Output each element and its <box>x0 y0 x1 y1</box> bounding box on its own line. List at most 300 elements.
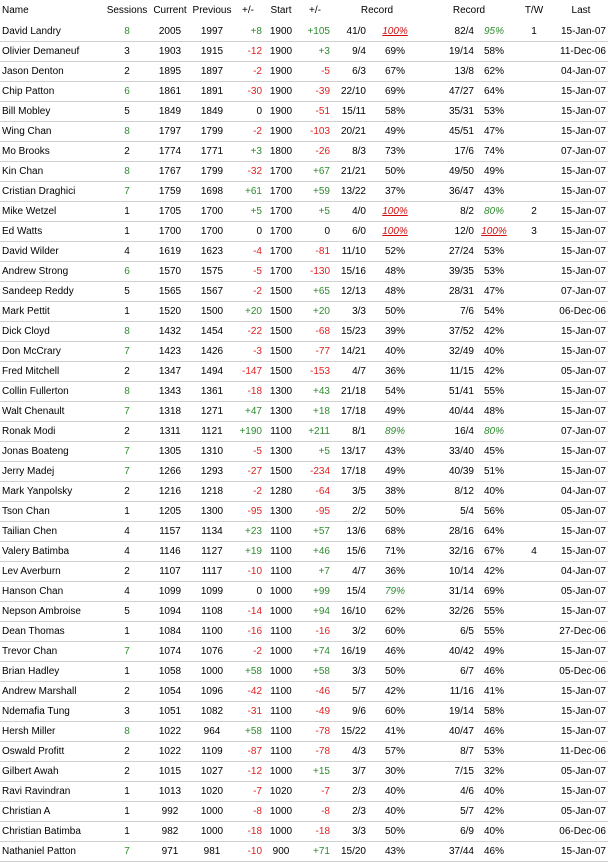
record-recent-pct: 38% <box>366 482 424 502</box>
record-recent-pct: 50% <box>366 662 424 682</box>
player-name: Wing Chan <box>0 122 104 142</box>
record-recent: 17/18 <box>330 462 366 482</box>
player-name: Ronak Modi <box>0 422 104 442</box>
start-rating: 1500 <box>262 462 300 482</box>
sessions-cell: 1 <box>104 202 150 222</box>
rating-change: +19 <box>234 542 262 562</box>
player-name: Christian A <box>0 802 104 822</box>
record-overall: 32/16 <box>424 542 474 562</box>
start-change: -18 <box>300 822 330 842</box>
record-overall: 33/40 <box>424 442 474 462</box>
start-change: -81 <box>300 242 330 262</box>
last-played: 15-Jan-07 <box>554 722 608 742</box>
previous-rating: 1082 <box>190 702 234 722</box>
record-recent-pct: 43% <box>366 842 424 862</box>
tournament-wins <box>514 142 554 162</box>
sessions-cell: 4 <box>104 542 150 562</box>
player-name: Ed Watts <box>0 222 104 242</box>
record-recent-pct: 41% <box>366 722 424 742</box>
sessions-cell: 1 <box>104 822 150 842</box>
sessions-cell: 8 <box>104 162 150 182</box>
record-overall-pct: 58% <box>474 702 514 722</box>
header-start[interactable]: Start <box>270 5 292 16</box>
current-rating: 1146 <box>150 542 190 562</box>
rating-change: -18 <box>234 382 262 402</box>
record-overall: 51/41 <box>424 382 474 402</box>
record-recent-pct: 40% <box>366 782 424 802</box>
start-rating: 1800 <box>262 142 300 162</box>
record-recent-pct: 40% <box>366 802 424 822</box>
current-rating: 1895 <box>150 62 190 82</box>
record-recent: 12/13 <box>330 282 366 302</box>
tournament-wins <box>514 822 554 842</box>
rating-change: -12 <box>234 762 262 782</box>
tournament-wins <box>514 382 554 402</box>
last-played: 05-Jan-07 <box>554 802 608 822</box>
player-name: Kin Chan <box>0 162 104 182</box>
record-recent-pct: 42% <box>366 682 424 702</box>
header-start-delta[interactable]: +/- <box>309 5 321 16</box>
record-overall: 8/12 <box>424 482 474 502</box>
record-overall-pct: 95% <box>474 22 514 42</box>
last-played: 15-Jan-07 <box>554 322 608 342</box>
record-recent: 13/6 <box>330 522 366 542</box>
last-played: 15-Jan-07 <box>554 402 608 422</box>
previous-rating: 1700 <box>190 202 234 222</box>
record-recent-pct: 50% <box>366 162 424 182</box>
record-overall-pct: 42% <box>474 322 514 342</box>
tournament-wins <box>514 662 554 682</box>
previous-rating: 1698 <box>190 182 234 202</box>
start-rating: 1300 <box>262 502 300 522</box>
player-name: Tson Chan <box>0 502 104 522</box>
rating-change: +5 <box>234 202 262 222</box>
record-overall: 8/2 <box>424 202 474 222</box>
rating-change: +20 <box>234 302 262 322</box>
player-name: Walt Chenault <box>0 402 104 422</box>
sessions-cell: 4 <box>104 522 150 542</box>
player-name: Mo Brooks <box>0 142 104 162</box>
record-overall-pct: 46% <box>474 842 514 862</box>
current-rating: 1084 <box>150 622 190 642</box>
record-recent-pct: 57% <box>366 742 424 762</box>
table-row <box>0 422 608 442</box>
record-overall: 5/7 <box>424 802 474 822</box>
sessions-cell: 7 <box>104 342 150 362</box>
start-rating: 1700 <box>262 242 300 262</box>
player-name: Trevor Chan <box>0 642 104 662</box>
sessions-cell: 2 <box>104 482 150 502</box>
player-name: David Wilder <box>0 242 104 262</box>
table-row <box>0 642 608 662</box>
tournament-wins: 2 <box>514 202 554 222</box>
record-overall-pct: 53% <box>474 102 514 122</box>
player-name: Fred Mitchell <box>0 362 104 382</box>
start-change: +211 <box>300 422 330 442</box>
header-record[interactable]: Record <box>360 5 394 16</box>
current-rating: 1861 <box>150 82 190 102</box>
previous-rating: 1121 <box>190 422 234 442</box>
tournament-wins <box>514 582 554 602</box>
player-name: Chip Patton <box>0 82 104 102</box>
previous-rating: 1109 <box>190 742 234 762</box>
header-last[interactable]: Last <box>571 5 591 16</box>
table-row <box>0 62 608 82</box>
last-played: 15-Jan-07 <box>554 342 608 362</box>
start-rating: 1000 <box>262 802 300 822</box>
record-overall: 5/4 <box>424 502 474 522</box>
header-name[interactable]: Name <box>2 5 29 16</box>
previous-rating: 1623 <box>190 242 234 262</box>
start-change: -64 <box>300 482 330 502</box>
previous-rating: 1127 <box>190 542 234 562</box>
previous-rating: 1000 <box>190 822 234 842</box>
start-rating: 1000 <box>262 822 300 842</box>
rating-change: +58 <box>234 722 262 742</box>
last-played: 15-Jan-07 <box>554 642 608 662</box>
start-rating: 1000 <box>262 762 300 782</box>
sessions-cell: 4 <box>104 582 150 602</box>
sessions-cell: 1 <box>104 502 150 522</box>
record-overall-pct: 74% <box>474 142 514 162</box>
record-recent: 15/11 <box>330 102 366 122</box>
start-change: +20 <box>300 302 330 322</box>
record-recent-pct: 37% <box>366 182 424 202</box>
tournament-wins <box>514 42 554 62</box>
rating-change: 0 <box>234 102 262 122</box>
current-rating: 1013 <box>150 782 190 802</box>
current-rating: 1774 <box>150 142 190 162</box>
tournament-wins <box>514 362 554 382</box>
record-recent: 6/3 <box>330 62 366 82</box>
current-rating: 1347 <box>150 362 190 382</box>
last-played: 05-Jan-07 <box>554 582 608 602</box>
record-recent: 15/4 <box>330 582 366 602</box>
tournament-wins <box>514 462 554 482</box>
previous-rating: 1799 <box>190 162 234 182</box>
current-rating: 1849 <box>150 102 190 122</box>
last-played: 15-Jan-07 <box>554 782 608 802</box>
player-name: Andrew Marshall <box>0 682 104 702</box>
start-change: -68 <box>300 322 330 342</box>
start-rating: 1100 <box>262 422 300 442</box>
start-rating: 1700 <box>262 162 300 182</box>
last-played: 15-Jan-07 <box>554 222 608 242</box>
record-overall: 27/24 <box>424 242 474 262</box>
start-rating: 1500 <box>262 322 300 342</box>
tournament-wins <box>514 342 554 362</box>
record-recent: 3/3 <box>330 662 366 682</box>
tournament-wins <box>514 642 554 662</box>
last-played: 04-Jan-07 <box>554 62 608 82</box>
rating-change: +23 <box>234 522 262 542</box>
current-rating: 1051 <box>150 702 190 722</box>
previous-rating: 1108 <box>190 602 234 622</box>
start-rating: 1000 <box>262 642 300 662</box>
previous-rating: 981 <box>190 842 234 862</box>
start-change: +3 <box>300 42 330 62</box>
start-rating: 900 <box>262 842 300 862</box>
start-change: +99 <box>300 582 330 602</box>
current-rating: 1565 <box>150 282 190 302</box>
record-recent-pct: 46% <box>366 642 424 662</box>
start-rating: 1700 <box>262 262 300 282</box>
current-rating: 1216 <box>150 482 190 502</box>
tournament-wins <box>514 742 554 762</box>
current-rating: 1903 <box>150 42 190 62</box>
record-overall-pct: 54% <box>474 302 514 322</box>
start-change: -51 <box>300 102 330 122</box>
record-recent: 11/10 <box>330 242 366 262</box>
record-overall: 39/35 <box>424 262 474 282</box>
tournament-wins <box>514 262 554 282</box>
record-recent-pct: 43% <box>366 442 424 462</box>
header-sessions[interactable]: Sessions <box>106 5 148 16</box>
header-previous[interactable]: Previous <box>192 5 232 16</box>
current-rating: 1157 <box>150 522 190 542</box>
record-recent: 15/23 <box>330 322 366 342</box>
record-recent: 9/4 <box>330 42 366 62</box>
header-current[interactable]: Current <box>153 5 187 16</box>
sessions-cell: 2 <box>104 562 150 582</box>
rating-change: -10 <box>234 842 262 862</box>
record-overall: 49/50 <box>424 162 474 182</box>
sessions-cell: 3 <box>104 42 150 62</box>
tournament-wins <box>514 482 554 502</box>
current-rating: 1015 <box>150 762 190 782</box>
start-change: -78 <box>300 742 330 762</box>
start-rating: 1100 <box>262 742 300 762</box>
last-played: 04-Jan-07 <box>554 562 608 582</box>
start-rating: 1300 <box>262 442 300 462</box>
player-name: Christian Batimba <box>0 822 104 842</box>
player-name: Cristian Draghici <box>0 182 104 202</box>
player-name: Hersh Miller <box>0 722 104 742</box>
current-rating: 1343 <box>150 382 190 402</box>
sessions-cell: 3 <box>104 702 150 722</box>
rating-change: -2 <box>234 642 262 662</box>
rating-change: -31 <box>234 702 262 722</box>
start-rating: 1700 <box>262 182 300 202</box>
current-rating: 1520 <box>150 302 190 322</box>
last-played: 15-Jan-07 <box>554 182 608 202</box>
player-name: Valery Batimba <box>0 542 104 562</box>
previous-rating: 1454 <box>190 322 234 342</box>
table-row <box>0 322 608 342</box>
tournament-wins <box>514 402 554 422</box>
table-row <box>0 142 608 162</box>
rating-change: -14 <box>234 602 262 622</box>
previous-rating: 1096 <box>190 682 234 702</box>
tournament-wins <box>514 122 554 142</box>
record-overall-pct: 40% <box>474 782 514 802</box>
previous-rating: 1997 <box>190 22 234 42</box>
start-rating: 1300 <box>262 402 300 422</box>
current-rating: 1074 <box>150 642 190 662</box>
record-overall: 16/4 <box>424 422 474 442</box>
last-played: 15-Jan-07 <box>554 842 608 862</box>
record-recent-pct: 67% <box>366 62 424 82</box>
rating-change: -5 <box>234 262 262 282</box>
record-recent-pct: 73% <box>366 142 424 162</box>
current-rating: 1432 <box>150 322 190 342</box>
rating-change: -10 <box>234 562 262 582</box>
table-row <box>0 362 608 382</box>
sessions-cell: 1 <box>104 222 150 242</box>
previous-rating: 1361 <box>190 382 234 402</box>
player-name: Don McCrary <box>0 342 104 362</box>
record-overall-pct: 40% <box>474 822 514 842</box>
sessions-cell: 7 <box>104 842 150 862</box>
record-overall-pct: 47% <box>474 122 514 142</box>
start-rating: 1900 <box>262 42 300 62</box>
tournament-wins: 4 <box>514 542 554 562</box>
rating-change: +3 <box>234 142 262 162</box>
player-name: Mark Yanpolsky <box>0 482 104 502</box>
header-tw[interactable]: T/W <box>524 5 544 16</box>
last-played: 15-Jan-07 <box>554 382 608 402</box>
rating-change: -18 <box>234 822 262 842</box>
table-row <box>0 722 608 742</box>
record-overall: 6/9 <box>424 822 474 842</box>
rating-change: +8 <box>234 22 262 42</box>
previous-rating: 1897 <box>190 62 234 82</box>
tournament-wins <box>514 242 554 262</box>
last-played: 15-Jan-07 <box>554 262 608 282</box>
record-overall-pct: 55% <box>474 622 514 642</box>
player-name: Andrew Strong <box>0 262 104 282</box>
start-rating: 1500 <box>262 362 300 382</box>
start-rating: 1700 <box>262 222 300 242</box>
current-rating: 982 <box>150 822 190 842</box>
record-overall: 40/42 <box>424 642 474 662</box>
table-row <box>0 662 608 682</box>
player-name: Bill Mobley <box>0 102 104 122</box>
sessions-cell: 7 <box>104 462 150 482</box>
rating-change: -30 <box>234 82 262 102</box>
player-name: Dick Cloyd <box>0 322 104 342</box>
header-delta[interactable]: +/- <box>242 5 254 16</box>
player-name: Tailian Chen <box>0 522 104 542</box>
player-name: Sandeep Reddy <box>0 282 104 302</box>
record-recent-pct: 30% <box>366 762 424 782</box>
record-overall-pct: 55% <box>474 602 514 622</box>
player-name: Jason Denton <box>0 62 104 82</box>
start-rating: 1100 <box>262 722 300 742</box>
start-rating: 1500 <box>262 282 300 302</box>
start-change: -8 <box>300 802 330 822</box>
start-change: +7 <box>300 562 330 582</box>
record-recent-pct: 40% <box>366 342 424 362</box>
player-name: Ndemafia Tung <box>0 702 104 722</box>
previous-rating: 1000 <box>190 802 234 822</box>
record-recent: 13/22 <box>330 182 366 202</box>
record-recent-pct: 49% <box>366 402 424 422</box>
record-overall-pct: 58% <box>474 42 514 62</box>
player-name: Jonas Boateng <box>0 442 104 462</box>
tournament-wins: 3 <box>514 222 554 242</box>
current-rating: 1700 <box>150 222 190 242</box>
record-overall: 17/6 <box>424 142 474 162</box>
record-recent-pct: 54% <box>366 382 424 402</box>
record-overall: 45/51 <box>424 122 474 142</box>
player-name: Collin Fullerton <box>0 382 104 402</box>
sessions-cell: 8 <box>104 322 150 342</box>
start-rating: 1900 <box>262 82 300 102</box>
rating-change: -2 <box>234 62 262 82</box>
record-overall-pct: 62% <box>474 62 514 82</box>
sessions-cell: 8 <box>104 382 150 402</box>
start-change: +59 <box>300 182 330 202</box>
sessions-cell: 5 <box>104 602 150 622</box>
table-row <box>0 602 608 622</box>
current-rating: 1305 <box>150 442 190 462</box>
record-overall-pct: 69% <box>474 582 514 602</box>
record-recent: 3/3 <box>330 302 366 322</box>
record-recent: 9/6 <box>330 702 366 722</box>
record-recent-pct: 79% <box>366 582 424 602</box>
last-played: 06-Dec-06 <box>554 822 608 842</box>
table-row <box>0 242 608 262</box>
tournament-wins <box>514 322 554 342</box>
record-overall-pct: 45% <box>474 442 514 462</box>
record-overall-pct: 46% <box>474 722 514 742</box>
record-overall: 6/5 <box>424 622 474 642</box>
record-recent-pct: 62% <box>366 602 424 622</box>
last-played: 05-Jan-07 <box>554 502 608 522</box>
record-overall-pct: 56% <box>474 502 514 522</box>
previous-rating: 1020 <box>190 782 234 802</box>
header-record-overall[interactable]: Record <box>452 5 486 16</box>
table-row <box>0 622 608 642</box>
start-change: -95 <box>300 502 330 522</box>
sessions-cell: 2 <box>104 742 150 762</box>
rating-change: -7 <box>234 782 262 802</box>
rating-change: -2 <box>234 282 262 302</box>
previous-rating: 1567 <box>190 282 234 302</box>
start-rating: 1900 <box>262 102 300 122</box>
table-row <box>0 282 608 302</box>
record-recent-pct: 69% <box>366 82 424 102</box>
rating-change: +47 <box>234 402 262 422</box>
rating-change: -22 <box>234 322 262 342</box>
record-recent: 4/7 <box>330 562 366 582</box>
tournament-wins <box>514 102 554 122</box>
tournament-wins <box>514 562 554 582</box>
player-name: Mike Wetzel <box>0 202 104 222</box>
current-rating: 992 <box>150 802 190 822</box>
table-row <box>0 262 608 282</box>
start-change: +18 <box>300 402 330 422</box>
record-recent-pct: 50% <box>366 302 424 322</box>
table-row <box>0 522 608 542</box>
sessions-cell: 7 <box>104 442 150 462</box>
tournament-wins <box>514 162 554 182</box>
table-row <box>0 542 608 562</box>
previous-rating: 1076 <box>190 642 234 662</box>
start-rating: 1100 <box>262 522 300 542</box>
start-change: -78 <box>300 722 330 742</box>
tournament-wins <box>514 82 554 102</box>
sessions-cell: 7 <box>104 642 150 662</box>
record-recent: 4/7 <box>330 362 366 382</box>
record-recent: 5/7 <box>330 682 366 702</box>
record-overall: 8/7 <box>424 742 474 762</box>
record-recent: 8/3 <box>330 142 366 162</box>
record-overall: 36/47 <box>424 182 474 202</box>
current-rating: 1099 <box>150 582 190 602</box>
current-rating: 1705 <box>150 202 190 222</box>
